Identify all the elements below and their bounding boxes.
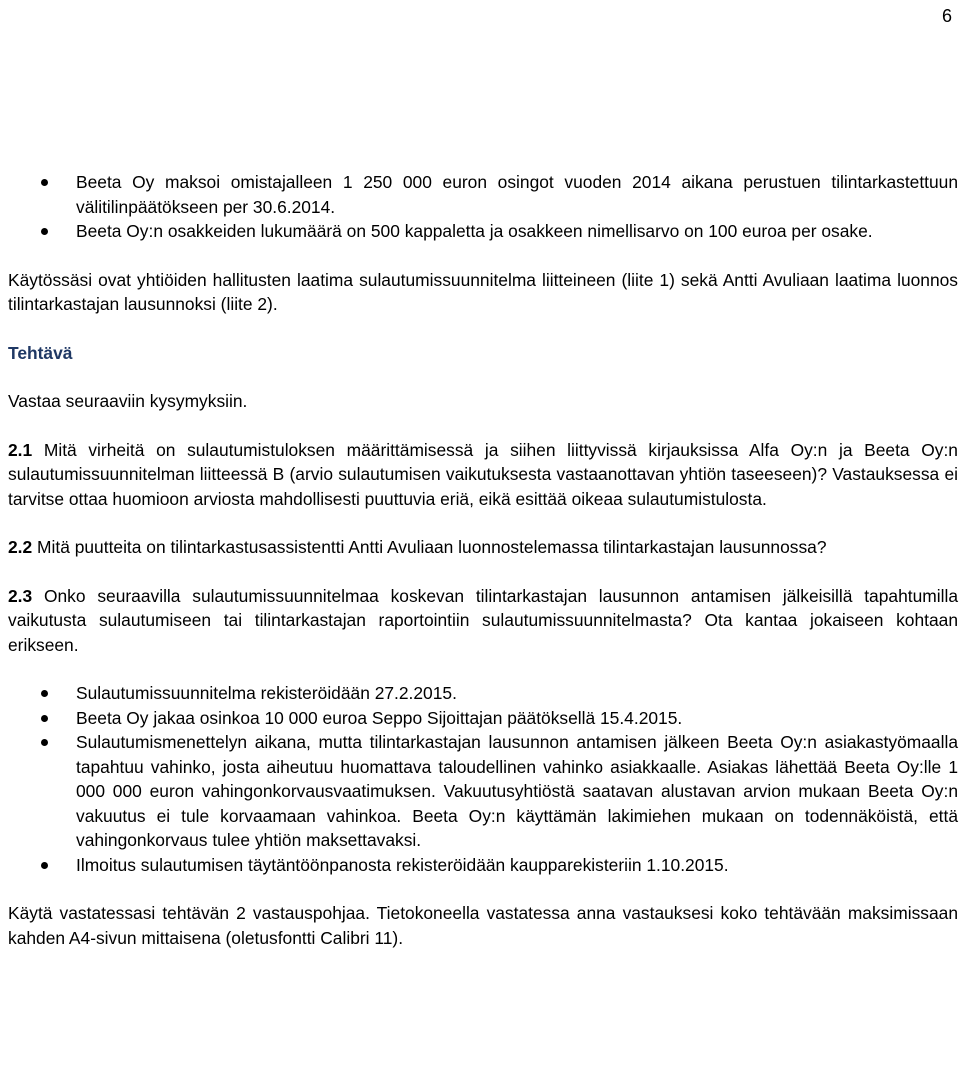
closing-paragraph: Käytä vastatessasi tehtävän 2 vastauspohjaa. Tietokoneella vastatessa anna vastauksesi koko tehtävään maksimissaan kahden A4-sivun mittaisena (oletusfontti Calibri 11).	[8, 903, 958, 948]
list-item: Beeta Oy jakaa osinkoa 10 000 euroa Seppo Sijoittajan päätöksellä 15.4.2015.	[8, 706, 958, 731]
list-item: Beeta Oy maksoi omistajalleen 1 250 000 euron osingot vuoden 2014 aikana perustuen tilintarkastettuun välitilinpäätökseen per 30.6.2014.	[8, 170, 958, 219]
question-2-1	[8, 438, 958, 512]
question-number: 2.3	[8, 585, 33, 606]
list-item: Ilmoitus sulautumisen täytäntöönpanosta rekisteröidään kaupparekisteriin 1.10.2015.	[8, 853, 958, 878]
list-item: Beeta Oy:n osakkeiden lukumäärä on 500 kappaletta ja osakkeen nimellisarvo on 100 euroa per osake.	[8, 219, 958, 244]
question-text: Onko seuraavilla sulautumissuunnitelmaa koskevan tilintarkastajan lausunnon antamisen jälkeisillä tapahtumilla vaikutusta sulautumiseen tai tilintarkastajan raportointiin sulautumissuunnitelmasta? Ota kantaa jokaiseen kohtaan erikseen.	[8, 585, 958, 655]
instruction-text: Vastaa seuraaviin kysymyksiin.	[8, 391, 248, 411]
page-number: 6	[941, 6, 952, 26]
question-2-3	[8, 584, 958, 658]
question-2-2	[8, 535, 958, 560]
question-text: Mitä virheitä on sulautumistuloksen määrittämisessä ja siihen liittyvissä kirjauksissa Alfa Oy:n ja Beeta Oy:n sulautumissuunnitelman liitteessä B (arvio sulautumisen vaikutuksesta vastaanottavan yhtiön taseeseen)? Vastauksessa ei tarvitse ottaa huomioon arviosta mahdollisesti puuttuvia eriä, eikä esittää oikeaa sulautumistulosta.	[8, 439, 958, 509]
intro-bullet-list	[8, 170, 958, 244]
question-number: 2.2	[8, 537, 33, 557]
list-item: Sulautumismenettelyn aikana, mutta tilintarkastajan lausunnon antamisen jälkeen Beeta Oy:n asiakastyömaalla tapahtuu vahinko, josta aiheutuu huomattava taloudellinen vahinko asiakkaalle. Asiakas lähettää Beeta Oy:lle 1 000 000 euron vahingonkorvausvaatimuksen. Vakuutusyhtiöstä saatavan alustavan arvion mukaan Beeta Oy:n vakuutus ei tule korvaamaan vahinkoa. Beeta Oy:n käyttämän lakimiehen mukaan on todennäköistä, että vahingonkorvaus tulee yhtiön maksettavaksi.	[8, 730, 958, 853]
question-number: 2.1	[8, 439, 33, 460]
question-text: Mitä puutteita on tilintarkastusassistentti Antti Avuliaan luonnostelemassa tilintarkastajan lausunnossa?	[37, 537, 827, 557]
document-body	[8, 170, 958, 950]
task-heading: Tehtävä	[8, 342, 73, 363]
list-item: Sulautumissuunnitelma rekisteröidään 27.2.2015.	[8, 681, 958, 706]
context-paragraph: Käytössäsi ovat yhtiöiden hallitusten laatima sulautumissuunnitelma liitteineen (liite 1) sekä Antti Avuliaan laatima luonnos tilintarkastajan lausunnoksi (liite 2).	[8, 269, 958, 314]
event-bullet-list	[8, 681, 958, 877]
